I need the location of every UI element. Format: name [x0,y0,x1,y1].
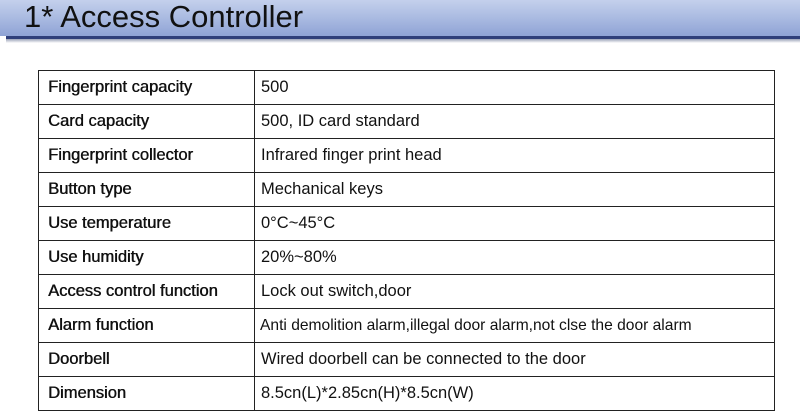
spec-label-doorbell: Doorbell [39,343,255,377]
header-divider-shadow [6,39,800,43]
table-row [39,105,775,139]
spec-label-use-humidity: Use humidity [39,241,255,275]
table-row [39,139,775,173]
spec-label-card-capacity: Card capacity [39,105,255,139]
spec-label-dimension: Dimension [39,377,255,411]
spec-label-access-control-function: Access control function [39,275,255,309]
table-row [39,275,775,309]
spec-label-fingerprint-collector: Fingerprint collector [39,139,255,173]
spec-label-fingerprint-capacity: Fingerprint capacity [39,71,255,105]
spec-value-access-control-function: Lock out switch,door [255,275,775,309]
spec-value-fingerprint-capacity: 500 [255,71,775,105]
spec-value-button-type: Mechanical keys [255,173,775,207]
header-banner [0,0,800,36]
table-row [39,377,775,411]
spec-value-dimension: 8.5cn(L)*2.85cn(H)*8.5cn(W) [255,377,775,411]
spec-value-fingerprint-collector: Infrared finger print head [255,139,775,173]
table-row [39,207,775,241]
spec-value-use-humidity: 20%~80% [255,241,775,275]
spec-label-alarm-function: Alarm function [39,309,255,343]
spec-label-button-type: Button type [39,173,255,207]
table-row [39,71,775,105]
page-title: 1* Access Controller [24,0,304,34]
spec-table [38,70,775,411]
spec-value-doorbell: Wired doorbell can be connected to the door [255,343,775,377]
spec-label-use-temperature: Use temperature [39,207,255,241]
table-row [39,173,775,207]
spec-value-alarm-function: Anti demolition alarm,illegal door alarm,not clse the door alarm [255,309,775,343]
table-row [39,241,775,275]
table-row [39,343,775,377]
table-row [39,309,775,343]
spec-value-card-capacity: 500, ID card standard [255,105,775,139]
spec-value-use-temperature: 0°C~45°C [255,207,775,241]
